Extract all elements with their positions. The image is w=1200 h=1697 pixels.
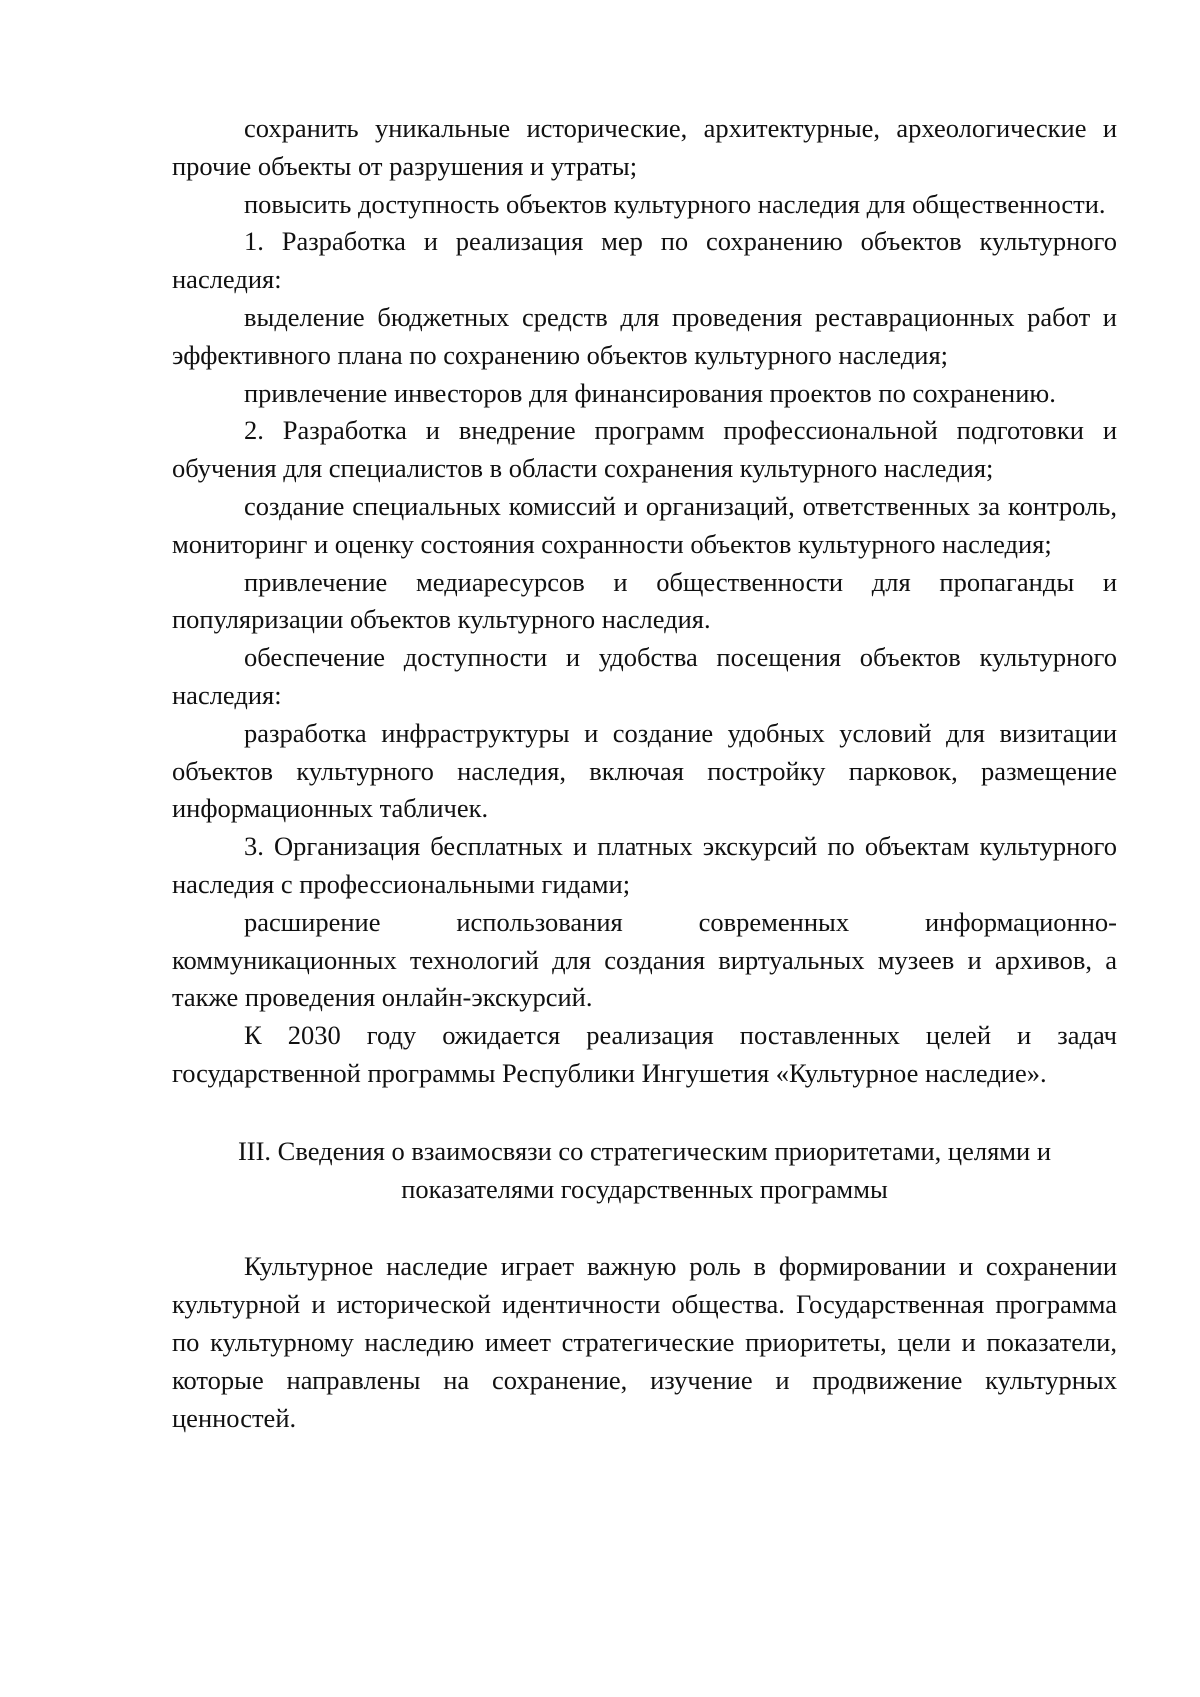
paragraph-item-1: 1. Разработка и реализация мер по сохранению объектов культурного наследия: — [172, 226, 1117, 295]
section-heading-line-1: III. Сведения о взаимосвязи со стратегическим приоритетами, целями и — [237, 1135, 1052, 1166]
paragraph-infrastructure: разработка инфраструктуры и создание удобных условий для визитации объектов культурного наследия, включая постройку парковок, размещение информационных табличек. — [172, 717, 1117, 824]
paragraph-visit-accessibility: обеспечение доступности и удобства посещения объектов культурного наследия: — [172, 642, 1117, 710]
paragraph-2030-goals: К 2030 году ожидается реализация поставленных целей и задач государственной программы Республики Ингушетия «Культурное наследие». — [172, 1020, 1117, 1088]
paragraph-commissions: создание специальных комиссий и организаций, ответственных за контроль, мониторинг и оценку состояния сохранности объектов культурного наследия; — [172, 490, 1117, 559]
paragraph-budget-funds: выделение бюджетных средств для проведения реставрационных работ и эффективного плана по сохранению объектов культурного наследия; — [172, 301, 1117, 370]
paragraph-item-2: 2. Разработка и внедрение программ профессиональной подготовки и обучения для специалистов в области сохранения культурного наследия; — [172, 415, 1117, 484]
spacer — [172, 1093, 1117, 1133]
section-heading — [172, 1133, 1117, 1209]
paragraph-investors: привлечение инвесторов для финансирования проектов по сохранению. — [244, 377, 1056, 408]
paragraph-item-3: 3. Организация бесплатных и платных экскурсий по объектам культурного наследия с профессиональными гидами; — [172, 831, 1117, 899]
paragraph-preserve-objects: сохранить уникальные исторические, архитектурные, археологические и прочие объекты от разрушения и утраты; — [172, 113, 1117, 181]
paragraph-ict: расширение использования современных информационно-коммуникационных технологий для создания виртуальных музеев и архивов, а также проведения онлайн-экскурсий. — [172, 906, 1117, 1013]
section-heading-line-2: показателями государственных программы — [401, 1173, 888, 1204]
paragraph-media: привлечение медиаресурсов и общественности для пропаганды и популяризации объектов культурного наследия. — [172, 566, 1117, 635]
paragraph-cultural-heritage-role: Культурное наследие играет важную роль в формировании и сохранении культурной и исторической идентичности общества. Государственная программа по культурному наследию имеет стратегические приоритеты, цели и показатели, которые направлены на сохранение, изучение и продвижение культурных ценностей. — [172, 1251, 1117, 1433]
spacer — [172, 1208, 1117, 1248]
paragraph-accessibility: повысить доступность объектов культурного наследия для общественности. — [244, 188, 1106, 219]
